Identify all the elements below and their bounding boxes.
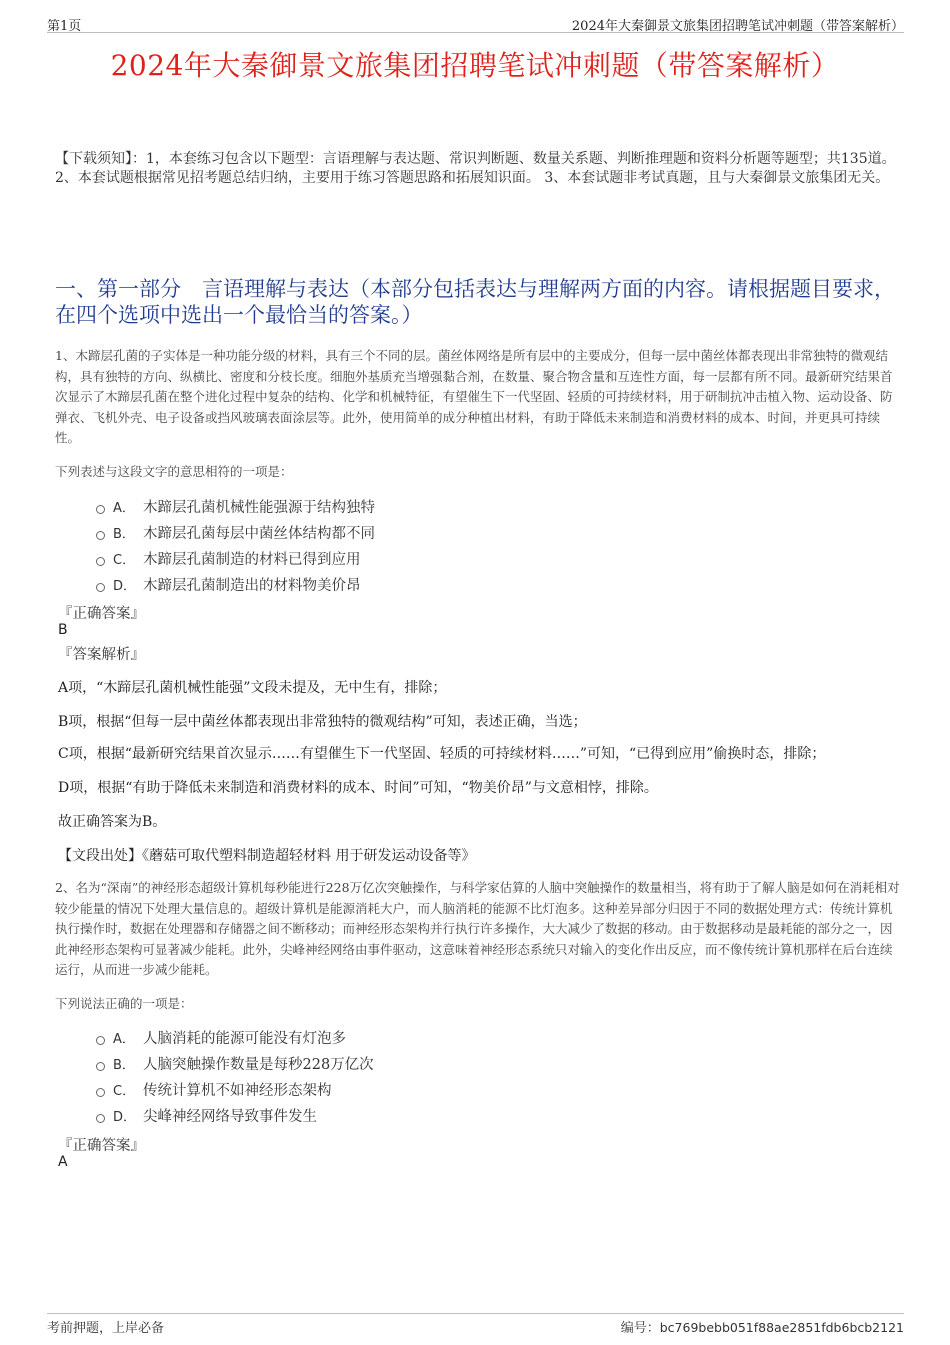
page-footer — [47, 1313, 904, 1338]
question-2-option-a[interactable] — [96, 1024, 796, 1050]
option-text: 尖峰神经网络导致事件发生 — [143, 1108, 317, 1125]
radio-icon[interactable] — [96, 1062, 105, 1071]
radio-icon[interactable] — [96, 1036, 105, 1045]
question-1-passage: 1、木蹄层孔菌的子实体是一种功能分级的材料，具有三个不同的层。菌丝体网络是所有层中的主要成分，但每一层中菌丝体都表现出非常独特的微观结构，具有独特的方向、纵横比、密度和分枝长度。细胞外基质充当增强黏合剂，在数量、聚合物含量和互连性方面，每一层都有所不同。最新研究结果首次显示了木蹄层孔菌在整个进化过程中复杂的结构、化学和机械特征，有望催生下一代坚固、轻质的可持续材料，用于研制抗冲击植入物、运动设备、防弹衣、飞机外壳、电子设备或挡风玻璃表面涂层等。此外，使用简单的成分种植出材料，有助于降低未来制造和消费材料的成本、时间，并更具可持续性。 — [55, 348, 893, 446]
question-2-answer: A — [58, 1154, 68, 1170]
question-2-answer-label: 『正确答案』 — [58, 1138, 145, 1154]
option-letter: B． — [113, 1057, 135, 1073]
question-2-option-d[interactable] — [96, 1102, 796, 1128]
question-1-source: 【文段出处】《蘑菇可取代塑料制造超轻材料 用于研发运动设备等》 — [58, 848, 476, 864]
option-text: 传统计算机不如神经形态架构 — [143, 1082, 332, 1099]
question-2-option-c[interactable] — [96, 1076, 796, 1102]
page-number: 第1页 — [47, 19, 82, 34]
question-1-option-b[interactable] — [96, 519, 796, 545]
option-letter: A． — [113, 500, 135, 516]
question-1-option-a[interactable] — [96, 493, 796, 519]
question-1-prompt: 下列表述与这段文字的意思相符的一项是： — [55, 464, 293, 479]
footer-code-value: bc769bebb051f88ae2851fdb6bcb2121 — [659, 1320, 904, 1335]
question-1-analysis-label: 『答案解析』 — [58, 647, 145, 663]
radio-icon[interactable] — [96, 557, 105, 566]
section-title: 一、第一部分 言语理解与表达（本部分包括表达与理解两方面的内容。请根据题目要求，在四个选项中选出一个最恰当的答案。） — [55, 277, 895, 327]
question-2-options — [96, 1024, 796, 1128]
option-text: 木蹄层孔菌制造的材料已得到应用 — [143, 551, 361, 568]
analysis-line: B项，根据“但每一层中菌丝体都表现出非常独特的微观结构”可知，表述正确，当选； — [58, 714, 587, 730]
radio-icon[interactable] — [96, 583, 105, 592]
question-2-option-b[interactable] — [96, 1050, 796, 1076]
radio-icon[interactable] — [96, 1088, 105, 1097]
footer-slogan: 考前押题，上岸必备 — [47, 1321, 165, 1336]
question-1-option-d[interactable] — [96, 571, 796, 597]
header-doc-title: 2024年大秦御景文旅集团招聘笔试冲刺题（带答案解析） — [571, 19, 904, 34]
question-1-option-c[interactable] — [96, 545, 796, 571]
question-1-answer-label: 『正确答案』 — [58, 606, 145, 622]
question-1-answer: B — [58, 622, 68, 638]
download-notice: 【下载须知】：1，本套练习包含以下题型：言语理解与表达题、常识判断题、数量关系题、判断推理题和资料分析题等题型；共135道。 2、本套试题根据常见招考题总结归纳，主要用于练习答题思路和拓展知识面。 3、本套试题非考试真题，且与大秦御景文旅集团无关。 — [55, 151, 896, 186]
document-title: 2024年大秦御景文旅集团招聘笔试冲刺题（带答案解析） — [110, 49, 840, 82]
option-letter: A． — [113, 1031, 135, 1047]
option-text: 木蹄层孔菌机械性能强源于结构独特 — [143, 499, 375, 516]
analysis-line: D项，根据“有助于降低未来制造和消费材料的成本、时间”可知，“物美价昂”与文意相悖，排除。 — [58, 780, 658, 796]
footer-code — [621, 1317, 904, 1336]
option-text: 木蹄层孔菌制造出的材料物美价昂 — [143, 577, 361, 594]
radio-icon[interactable] — [96, 505, 105, 514]
question-2-passage: 2、名为“深南”的神经形态超级计算机每秒能进行228万亿次突触操作，与科学家估算的人脑中突触操作的数量相当，将有助于了解人脑是如何在消耗相对较少能量的情况下处理大量信息的。超级计算机是能源消耗大户，而人脑消耗的能源不比灯泡多。这种差异部分归因于不同的数据处理方式：传统计算机执行操作时，数据在处理器和存储器之间不断移动；而神经形态架构并行执行许多操作，大大减少了数据的移动。由于数据移动是最耗能的部分之一，因此神经形态架构可显著减少能耗。此外，尖峰神经网络由事件驱动，这意味着神经形态系统只对输入的变化作出反应，而不像传统计算机那样在后台连续运行，从而进一步减少能耗。 — [55, 880, 900, 978]
analysis-conclusion: 故正确答案为B。 — [58, 814, 167, 830]
analysis-line: A项，“木蹄层孔菌机械性能强”文段未提及，无中生有，排除； — [58, 680, 447, 696]
option-letter: C． — [113, 1083, 136, 1099]
analysis-line: C项，根据“最新研究结果首次显示……有望催生下一代坚固、轻质的可持续材料……”可知，“已得到应用”偷换时态，排除； — [58, 746, 826, 762]
option-letter: B． — [113, 526, 135, 542]
option-letter: D． — [113, 1109, 137, 1125]
option-letter: D． — [113, 578, 137, 594]
option-text: 木蹄层孔菌每层中菌丝体结构都不同 — [143, 525, 375, 542]
question-1-options — [96, 493, 796, 597]
radio-icon[interactable] — [96, 531, 105, 540]
option-text: 人脑突触操作数量是每秒228万亿次 — [143, 1056, 374, 1073]
question-2-prompt: 下列说法正确的一项是： — [55, 996, 193, 1011]
option-text: 人脑消耗的能源可能没有灯泡多 — [143, 1030, 346, 1047]
footer-code-label: 编号： — [620, 1321, 660, 1336]
option-letter: C． — [113, 552, 136, 568]
page-header — [47, 12, 904, 33]
radio-icon[interactable] — [96, 1114, 105, 1123]
